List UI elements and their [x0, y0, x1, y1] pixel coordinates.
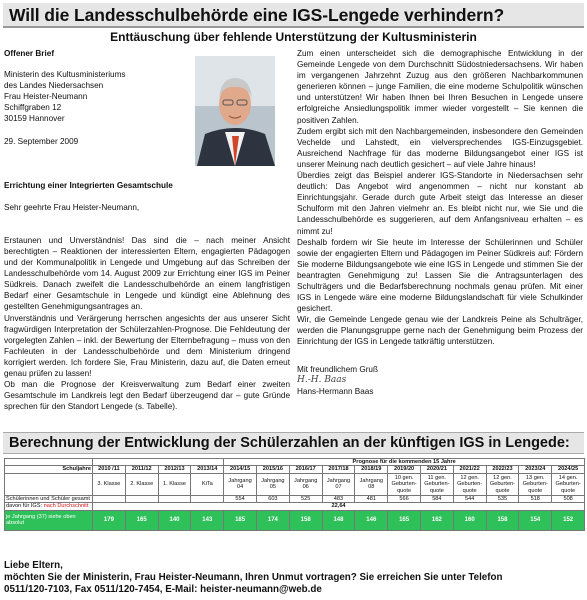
year-cell: 2021/22 [453, 466, 486, 473]
footer-note [4, 560, 584, 596]
address-line: Schiffgraben 12 [4, 103, 62, 113]
footer-line: möchten Sie der Ministerin, Frau Heister-Neumann, Ihren Unmut vortragen? Sie erreichen Sie unter Telefon [4, 572, 503, 583]
absolut-cell: 158 [289, 510, 322, 530]
students-cell: 603 [256, 495, 289, 502]
closing: Mit freundlichem Gruß [297, 364, 378, 374]
students-cell [125, 495, 158, 502]
absolut-cell: 158 [486, 510, 519, 530]
absolut-cell: 162 [420, 510, 453, 530]
sub-label-cell: 10 gen. Geburten-quote [388, 473, 421, 495]
year-cell: 2018/19 [355, 466, 388, 473]
letter-date: 29. September 2009 [4, 136, 79, 146]
absolut-cell: 160 [453, 510, 486, 530]
sub-label-cell: 3. Klasse [93, 473, 126, 495]
subtitle: Enttäuschung über fehlende Unterstützung der Kultusministerin [110, 30, 477, 44]
absolut-cell: 148 [322, 510, 355, 530]
year-cell: 2012/13 [158, 466, 191, 473]
sub-label-cell: Jahrgang 04 [224, 473, 257, 495]
students-cell: 525 [289, 495, 322, 502]
year-cell: 2017/18 [322, 466, 355, 473]
letter-right-column [297, 48, 583, 397]
absolut-cell: 152 [552, 510, 585, 530]
year-cell: 2010 /11 [93, 466, 126, 473]
year-cell: 2019/20 [388, 466, 421, 473]
letter-paragraph: Erstaunen und Unverständnis! Das sind die – nach meiner Ansicht berechtigten – Reaktionen der interessierten Eltern, engagierten Pädagogen und der Kommunalpolitik in Lengede und Umgebung auf das Schreiben der Landesschulbehörde vom 14. August 2009 zur Errichtung einer IGS im Peiner Südkreis. Danach zweifelt die Landesschulbehörde an einem langfristigen Bedarf einer Gesamtschule in Lengede und kündigt eine Ablehnung des gestellten Genehmigungsantrages an. [4, 235, 290, 312]
green-label-a: je Jahrgang (37) siehe oben [6, 513, 76, 520]
sub-label-cell: 14 gen. Geburten-quote [552, 473, 585, 495]
letter-paragraph: Wir, die Gemeinde Lengede genau wie der Landkreis Peine als Schulträger, werden die Planungsgruppe gerne nach der Genehmigung beim Prozess der Einrichtung der IGS in Lengede tatkräftig unterstützen. [297, 315, 583, 347]
igs-percent: 22,64 [93, 503, 585, 510]
prognose-label: Prognose für die kommenden 15 Jahre [224, 459, 585, 466]
absolut-row-label [5, 510, 93, 530]
students-cell: 544 [453, 495, 486, 502]
sub-label-cell: 13 gen. Geburten-quote [519, 473, 552, 495]
salutation: Sehr geehrte Frau Heister-Neumann, [4, 202, 140, 212]
year-cell: 2014/15 [224, 466, 257, 473]
footer-contact: 0511/120-7103, Fax 0511/120-7454, E-Mail: heister-neumann@web.de [4, 584, 322, 595]
absolut-cell: 179 [93, 510, 126, 530]
students-cell: 584 [420, 495, 453, 502]
students-cell: 481 [355, 495, 388, 502]
student-projection-table [4, 458, 585, 531]
year-cell: 2023/24 [519, 466, 552, 473]
letter-paragraph: Zudem ergibt sich mit den Nachbargemeinden, insbesondere den Gemeinden Vechelde und Lahstedt, ein vielversprechendes IGS-Einzugsgebiet. Ausreichend Nachfrage für das moderne Bildungsangebot einer IGS ist unserer Meinung nach deutlich gesichert – auf viele Jahre hinaus! [297, 126, 583, 169]
letter-paragraph: Überdies zeigt das Beispiel anderer IGS-Standorte in Niedersachsen sehr deutlich: Das Angebot wird angenommen – nicht nur konstant ab Einrichtungsjahr. Gerade durch gute Arbeit steigt das Interesse an dieser Schulform mit den Jahren vielmehr an. Es bleibt nicht nur, wie Sie und die Landesschulbehörde es suggerieren, auf dem Anfangsniveau erhalten – es nimmt zu! [297, 171, 583, 236]
students-cell: 518 [519, 495, 552, 502]
sub-label-cell: 12 gen. Geburten-quote [486, 473, 519, 495]
letter-paragraph: Deshalb fordern wir Sie heute im Interesse der Schülerinnen und Schüler sowie der engagierten Eltern und Pädagogen im Peiner Südkreis auf: Fördern Sie moderne Bildungsangebote wie eine IGS in Lengede und stimmen Sie der beantragten Genehmigung zu! Lassen Sie die Antragsunterlagen des Schulträgers und die Bedarfsberechnung nochmals genau prüfen. Mit einer IGS in Lengede wäre eine moderne Bildungslandschaft für viele Schulkinder gesichert. [297, 237, 583, 314]
address-line: Ministerin des Kultusministeriums [4, 70, 126, 80]
signature-name: Hans-Hermann Baas [297, 386, 374, 396]
letter-paragraph: Unverständnis und Verärgerung herrschen angesichts der aus unserer Sicht fragwürdigen Interpretation der Schülerzahlen-Prognose. Die Fehldeutung der vorgelegten Zahlen – inkl. der Bewertung der Elternbefragung – muss von den Fachleuten in der Landesschulbehörde und dem Ministerium dringend korrigiert werden. Ich fordere Sie, Frau Ministerin, dazu auf, die Daten erneut genau prüfen zu lassen! [4, 313, 290, 378]
year-cell: 2011/12 [125, 466, 158, 473]
letter-subject: Errichtung einer Integrierten Gesamtschule [4, 180, 173, 190]
absolut-cell: 154 [519, 510, 552, 530]
green-label-b: absolut [6, 520, 25, 527]
letter-paragraph: Zum einen unterscheidet sich die demographische Entwicklung in der Gemeinde Lengede von dem Durchschnitt Südostniedersachsens. Wir haben im vergangenen Jahrzehnt Zuzug aus den größeren Nachbarkommunen generieren können – junge Familien, die eine moderne Schulpolitik wünschen und unterstützen! Wir haben Ihnen bei Ihren Besuchen in Lengede unsere erfolgreiche Ansiedlungspolitik immer wieder vorgestellt – Sie kennen die positiven Zahlen. [297, 49, 583, 125]
signature: H.-H. Baas [297, 374, 347, 385]
sub-label-cell: Jahrgang 06 [289, 473, 322, 495]
students-cell: 483 [322, 495, 355, 502]
absolut-cell: 165 [388, 510, 421, 530]
address-line: des Landes Niedersachsen [4, 81, 104, 91]
sub-label-cell: Jahrgang 08 [355, 473, 388, 495]
letter-paragraph: Ob man die Prognose der Kreisverwaltung zum Bedarf einer zweiten Gesamtschule im Landkreis legt den Bedarf überzeugend dar – gute Gründe sprechen für den Standort Lengede (s. Tabelle). [4, 380, 290, 412]
students-cell: 566 [388, 495, 421, 502]
year-cell: 2016/17 [289, 466, 322, 473]
letter-type: Offener Brief [4, 49, 55, 58]
portrait-photo [195, 56, 275, 166]
year-cell: 2013/14 [191, 466, 224, 473]
students-cell [191, 495, 224, 502]
sub-label-cell: 11 gen. Geburten-quote [420, 473, 453, 495]
table-section-title: Berechnung der Entwicklung der Schülerzahlen an der künftigen IGS in Lengede: [3, 432, 584, 454]
sub-label-cell: Jahrgang 07 [322, 473, 355, 495]
year-row-label: Schuljahre [5, 466, 93, 473]
students-cell [158, 495, 191, 502]
year-cell: 2020/21 [420, 466, 453, 473]
address-line: Frau Heister-Neumann [4, 92, 88, 102]
title-bar [3, 3, 584, 28]
address-line: 30159 Hannover [4, 114, 65, 124]
footer-greeting: Liebe Eltern, [4, 560, 63, 571]
year-cell: 2022/23 [486, 466, 519, 473]
sub-label-cell: 1. Klasse [158, 473, 191, 495]
sub-label-cell: Jahrgang 05 [256, 473, 289, 495]
students-cell [93, 495, 126, 502]
sub-label-cell: 12 gen. Geburten-quote [453, 473, 486, 495]
absolut-cell: 140 [158, 510, 191, 530]
sub-label-cell: KiTa [191, 473, 224, 495]
year-cell: 2024/25 [552, 466, 585, 473]
absolut-cell: 146 [355, 510, 388, 530]
page-title: Will die Landesschulbehörde eine IGS-Lengede verhindern? [9, 5, 505, 25]
students-cell: 535 [486, 495, 519, 502]
igs-label-a: davon für IGS: [6, 503, 43, 510]
sub-label-cell: 2. Klasse [125, 473, 158, 495]
absolut-cell: 165 [125, 510, 158, 530]
year-cell: 2015/16 [256, 466, 289, 473]
students-cell: 554 [224, 495, 257, 502]
absolut-cell: 174 [256, 510, 289, 530]
igs-label-b: nach Durchschnitt [43, 503, 89, 510]
absolut-cell: 185 [224, 510, 257, 530]
igs-row-label [5, 503, 93, 510]
students-cell: 508 [552, 495, 585, 502]
absolut-cell: 143 [191, 510, 224, 530]
students-row-label: Schülerinnen und Schüler gesamt [5, 495, 93, 502]
